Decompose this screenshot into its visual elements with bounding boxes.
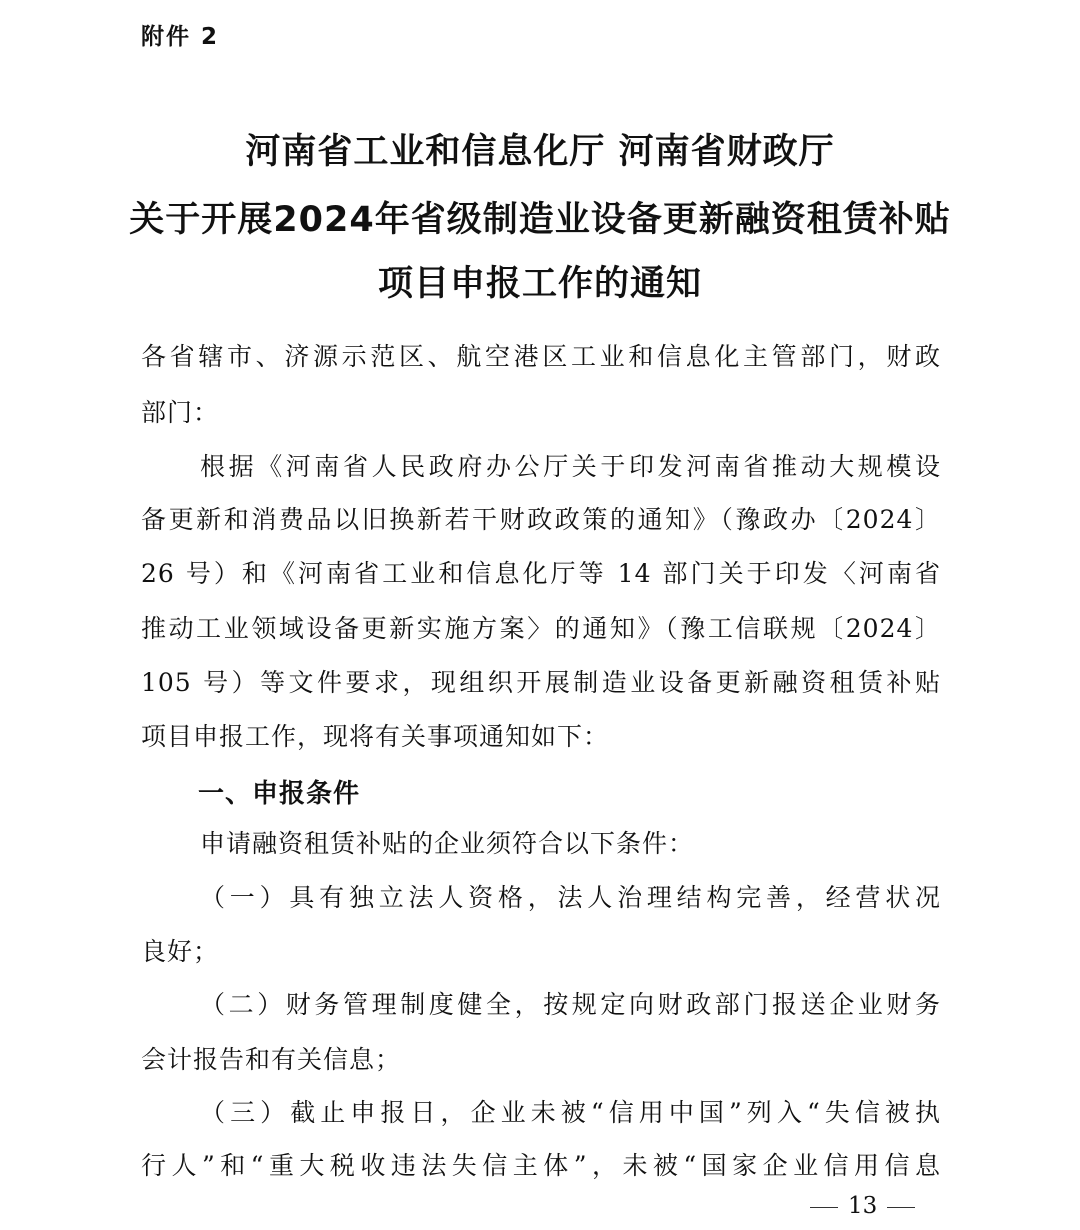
item-2-line-2: 会计报告和有关信息； [141, 1045, 402, 1074]
intro-line-5: 105 号）等文件要求，现组织开展制造业设备更新融资租赁补贴 [141, 668, 941, 697]
intro-line-4: 推动工业领域设备更新实施方案〉的通知》（豫工信联规〔2024〕 [141, 614, 941, 643]
intro-line-1: 根据《河南省人民政府办公厅关于印发河南省推动大规模设 [200, 452, 941, 481]
item-1-line-2: 良好； [141, 937, 220, 966]
addressee-line-2: 部门： [141, 398, 220, 427]
page-number [800, 1193, 920, 1219]
page-number-dash-left [810, 1207, 838, 1208]
section-lead: 申请融资租赁补贴的企业须符合以下条件： [200, 829, 695, 858]
title-line-2: 关于开展2024年省级制造业设备更新融资租赁补贴 [129, 200, 951, 240]
intro-line-2: 备更新和消费品以旧换新若干财政政策的通知》（豫政办〔2024〕 [141, 505, 941, 534]
item-3-line-2: 行人”和“重大税收违法失信主体”，未被“国家企业信用信息 [141, 1151, 941, 1180]
page-number-value: 13 [848, 1193, 878, 1219]
intro-line-6: 项目申报工作，现将有关事项通知如下： [141, 722, 610, 751]
page-number-dash-right [887, 1207, 915, 1208]
title-line-1: 河南省工业和信息化厅 河南省财政厅 [245, 132, 835, 172]
item-2-line-1: （二）财务管理制度健全，按规定向财政部门报送企业财务 [200, 990, 941, 1019]
item-3-line-1: （三）截止申报日，企业未被“信用中国”列入“失信被执 [200, 1098, 941, 1127]
title-line-3: 项目申报工作的通知 [377, 264, 702, 304]
item-1-line-1: （一）具有独立法人资格，法人治理结构完善，经营状况 [200, 883, 941, 912]
intro-line-3: 26 号）和《河南省工业和信息化厅等 14 部门关于印发〈河南省 [141, 559, 941, 588]
attachment-label: 附件 2 [141, 24, 220, 50]
addressee-line-1: 各省辖市、济源示范区、航空港区工业和信息化主管部门，财政 [141, 342, 941, 371]
section-heading: 一、申报条件 [198, 779, 361, 809]
